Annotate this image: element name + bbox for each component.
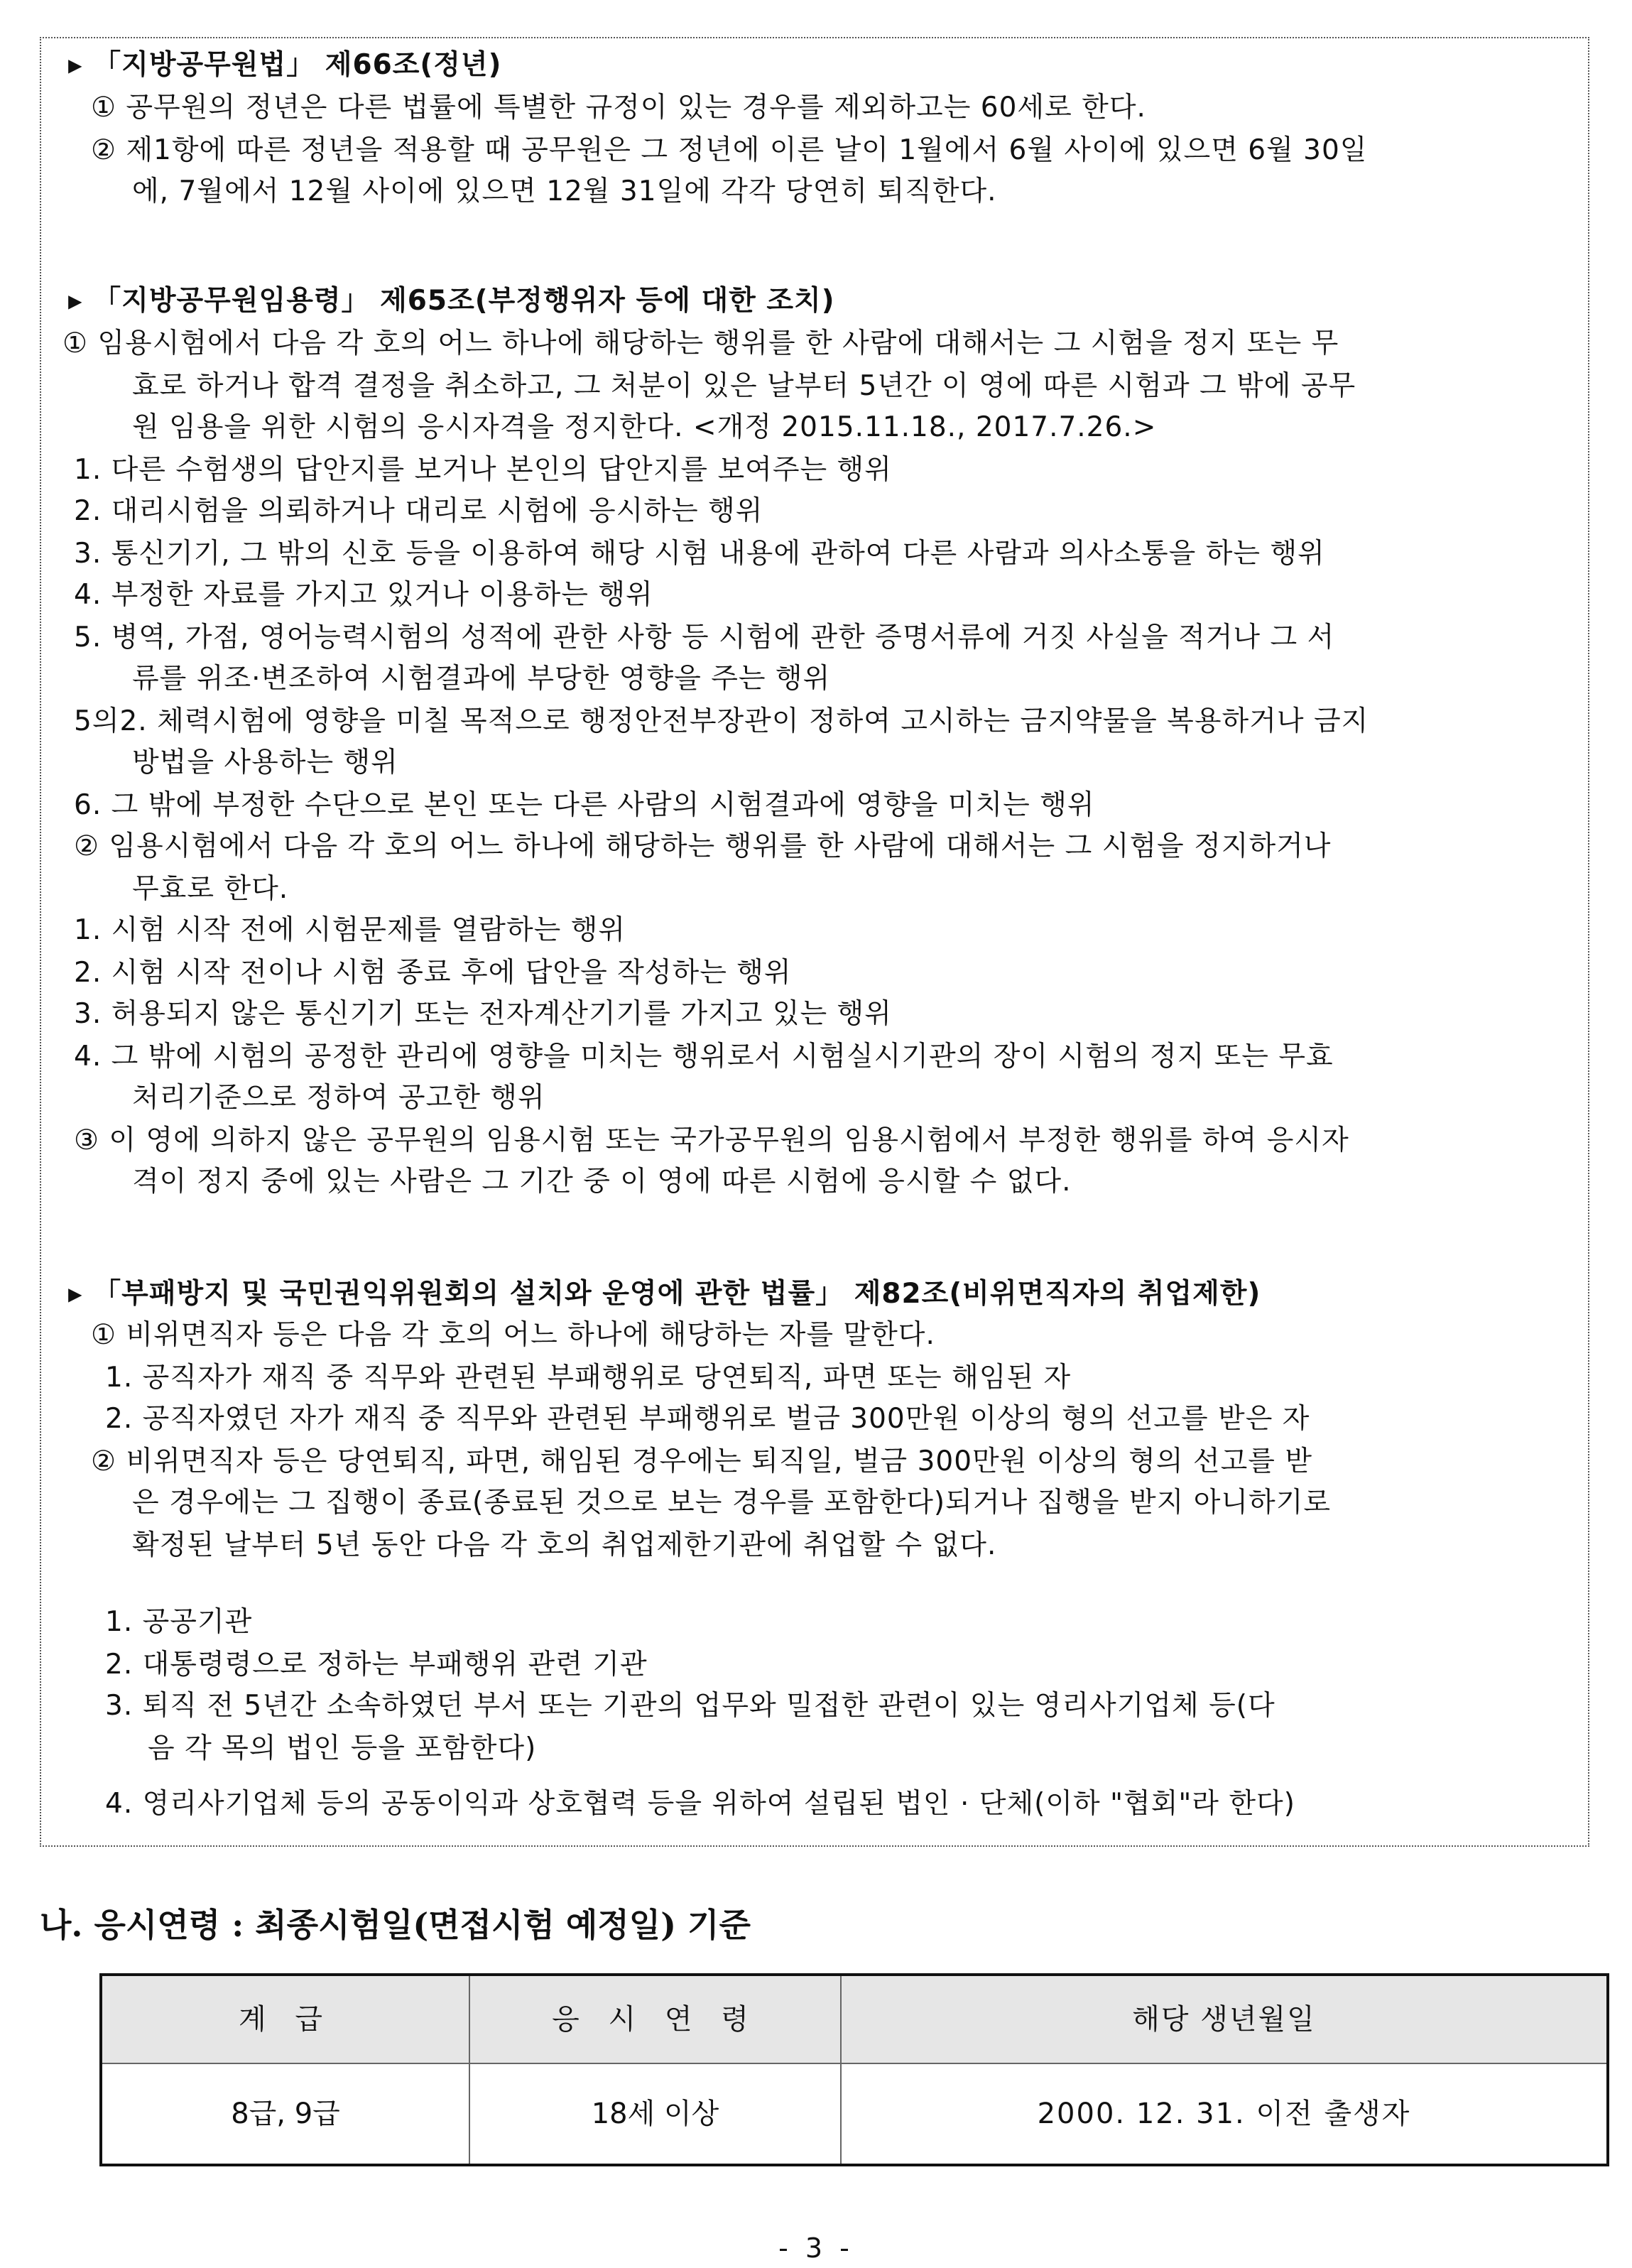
law-list-item: 2. 공직자였던 자가 재직 중 직무와 관련된 부패행위로 벌금 300만원 이상의 형의 선고를 받은 자 — [105, 1403, 1310, 1435]
law-paragraph-continued: 에, 7월에서 12월 사이에 있으면 12월 31일에 각각 당연히 퇴직한다. — [132, 175, 997, 207]
column-header-grade: 계 급 — [101, 1975, 469, 2063]
law-list-item: 1. 시험 시작 전에 시험문제를 열람하는 행위 — [74, 914, 626, 946]
section-title-application-age: 나. 응시연령 : 최종시험일(면접시험 예정일) 기준 — [40, 1906, 751, 1944]
law-paragraph: ① 임용시험에서 다음 각 호의 어느 하나에 해당하는 행위를 한 사람에 대해서는 그 시험을 정지 또는 무 — [62, 327, 1339, 359]
law-list-item: 3. 통신기기, 그 밖의 신호 등을 이용하여 해당 시험 내용에 관하여 다른 사람과 의사소통을 하는 행위 — [74, 538, 1325, 570]
law-list-item: 3. 허용되지 않은 통신기기 또는 전자계산기기를 가지고 있는 행위 — [74, 998, 892, 1030]
law-list-item: 1. 다른 수험생의 답안지를 보거나 본인의 답안지를 보여주는 행위 — [74, 454, 892, 486]
cell-grade: 8급, 9급 — [101, 2063, 469, 2165]
law-list-item: 2. 대통령령으로 정하는 부패행위 관련 기관 — [105, 1649, 648, 1681]
law-paragraph: ③ 이 영에 의하지 않은 공무원의 임용시험 또는 국가공무원의 임용시험에서 부정한 행위를 하여 응시자 — [74, 1124, 1349, 1156]
law-paragraph-continued: 무효로 한다. — [132, 873, 289, 905]
cell-age: 18세 이상 — [469, 2063, 841, 2165]
law-list-item: 5. 병역, 가점, 영어능력시험의 성적에 관한 사항 등 시험에 관한 증명서류에 거짓 사실을 적거나 그 서 — [74, 622, 1335, 653]
law-excerpt-box — [40, 37, 1589, 1847]
law-paragraph: ② 비위면직자 등은 당연퇴직, 파면, 해임된 경우에는 퇴직일, 벌금 300만원 이상의 형의 선고를 받 — [91, 1445, 1313, 1477]
law-list-item-continued: 방법을 사용하는 행위 — [132, 747, 398, 778]
law-paragraph-continued: 은 경우에는 그 집행이 종료(종료된 것으로 보는 경우를 포함한다)되거나 집행을 받지 아니하기로 — [132, 1487, 1332, 1519]
law-paragraph: ② 제1항에 따른 정년을 적용할 때 공무원은 그 정년에 이른 날이 1월에서 6월 사이에 있으면 6월 30일 — [91, 134, 1368, 166]
law-list-item-continued: 처리기준으로 정하여 공고한 행위 — [132, 1082, 545, 1114]
law-list-item: 4. 부정한 자료를 가지고 있거나 이용하는 행위 — [74, 579, 653, 611]
law-paragraph-continued: 격이 정지 중에 있는 사람은 그 기간 중 이 영에 따른 시험에 응시할 수 없다. — [132, 1166, 1072, 1198]
law-list-item-continued: 음 각 목의 법인 등을 포함한다) — [148, 1732, 537, 1764]
law-list-item: 5의2. 체력시험에 영향을 미칠 목적으로 행정안전부장관이 정하여 고시하는 금지약물을 복용하거나 금지 — [74, 705, 1369, 737]
law-list-item: 2. 대리시험을 의뢰하거나 대리로 시험에 응시하는 행위 — [74, 495, 763, 527]
law-list-item: 2. 시험 시작 전이나 시험 종료 후에 답안을 작성하는 행위 — [74, 957, 792, 989]
law-paragraph: ① 공무원의 정년은 다른 법률에 특별한 규정이 있는 경우를 제외하고는 60세로 한다. — [91, 92, 1146, 124]
column-header-age: 응 시 연 령 — [469, 1975, 841, 2063]
law-list-item: 3. 퇴직 전 5년간 소속하였던 부서 또는 기관의 업무와 밀접한 관련이 있는 영리사기업체 등(다 — [105, 1690, 1275, 1722]
law-heading-local-public-officials-act: ▸ 「지방공무원법」 제66조(정년) — [68, 49, 502, 81]
law-heading-anti-corruption-act: ▸ 「부패방지 및 국민권익위원회의 설치와 운영에 관한 법률」 제82조(비위면직자의 취업제한) — [68, 1278, 1261, 1310]
cell-birth-date: 2000. 12. 31. 이전 출생자 — [841, 2063, 1608, 2165]
law-list-item-continued: 류를 위조·변조하여 시험결과에 부당한 영향을 주는 행위 — [132, 663, 831, 695]
law-paragraph-continued: 확정된 날부터 5년 동안 다음 각 호의 취업제한기관에 취업할 수 없다. — [132, 1529, 997, 1561]
table-header-row — [101, 1975, 1608, 2063]
law-list-item: 6. 그 밖에 부정한 수단으로 본인 또는 다른 사람의 시험결과에 영향을 미치는 행위 — [74, 789, 1095, 821]
law-paragraph-continued: 효로 하거나 합격 결정을 취소하고, 그 처분이 있은 날부터 5년간 이 영에 따른 시험과 그 밖에 공무 — [132, 370, 1356, 402]
table-row — [101, 2063, 1608, 2165]
law-paragraph: ② 임용시험에서 다음 각 호의 어느 하나에 해당하는 행위를 한 사람에 대해서는 그 시험을 정지하거나 — [74, 830, 1332, 862]
law-paragraph: ① 비위면직자 등은 다음 각 호의 어느 하나에 해당하는 자를 말한다. — [91, 1319, 935, 1351]
law-paragraph-continued: 원 임용을 위한 시험의 응시자격을 정지한다. <개정 2015.11.18., 2017.7.26.> — [132, 411, 1157, 443]
column-header-birth-date: 해당 생년월일 — [841, 1975, 1608, 2063]
law-list-item: 4. 영리사기업체 등의 공동이익과 상호협력 등을 위하여 설립된 법인 · 단체(이하 "협회"라 한다) — [105, 1788, 1295, 1820]
law-list-item: 4. 그 밖에 시험의 공정한 관리에 영향을 미치는 행위로서 시험실시기관의 장이 시험의 정지 또는 무효 — [74, 1041, 1334, 1073]
law-list-item: 1. 공직자가 재직 중 직무와 관련된 부패행위로 당연퇴직, 파면 또는 해임된 자 — [105, 1362, 1072, 1394]
law-list-item: 1. 공공기관 — [105, 1606, 253, 1638]
law-heading-appointment-decree: ▸ 「지방공무원임용령」 제65조(부정행위자 등에 대한 조치) — [68, 285, 835, 317]
age-requirement-table — [99, 1973, 1609, 2166]
page-number: - 3 - — [778, 2232, 854, 2264]
